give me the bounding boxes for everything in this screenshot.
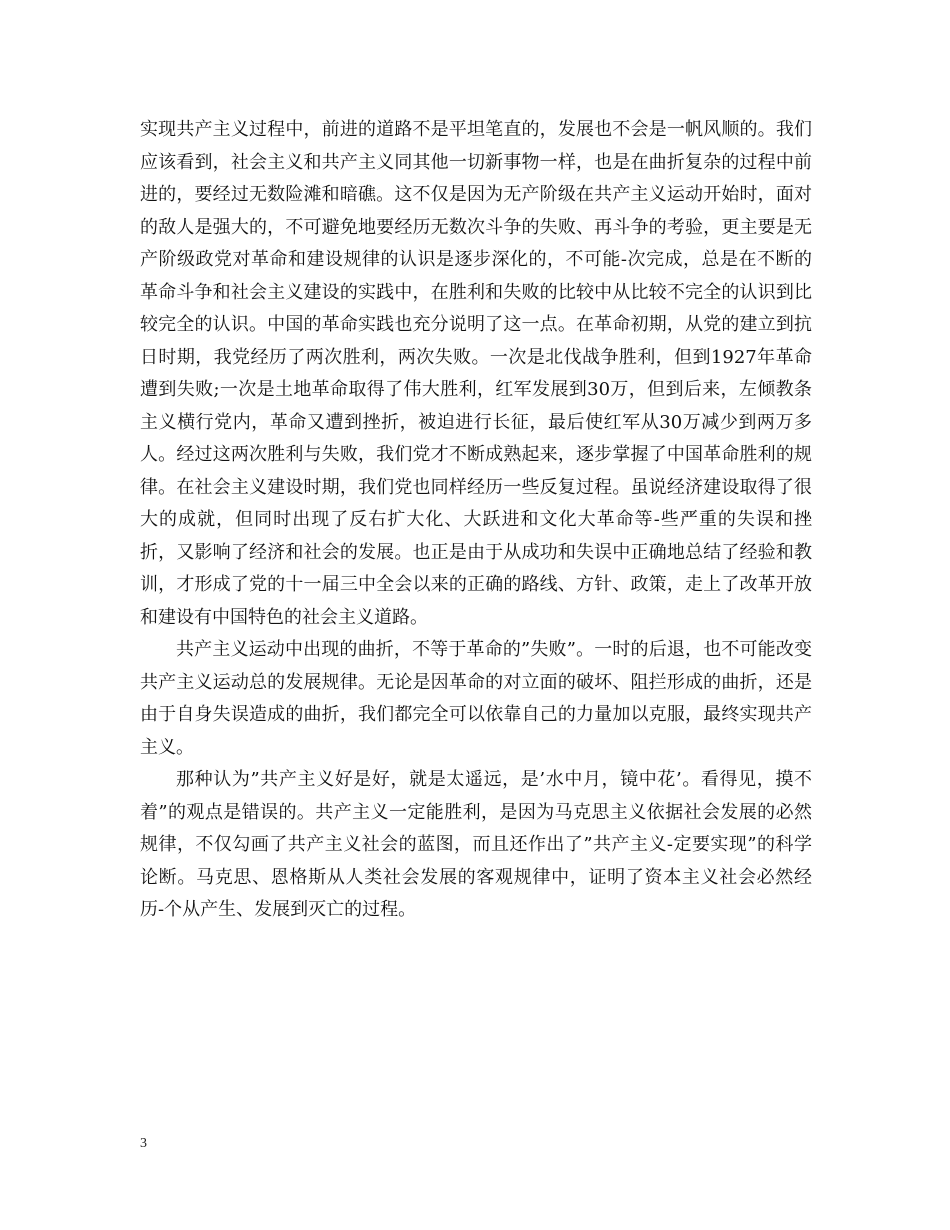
paragraph-1: 实现共产主义过程中，前进的道路不是平坦笔直的，发展也不会是一帆风顺的。我们应该看到，社会主义和共产主义同其他一切新事物一样，也是在曲折复杂的过程中前进的，要经过无数险滩和暗礁。这不仅是因为无产阶级在共产主义运动开始时，面对的敌人是强大的，不可避免地要经历无数次斗争的失败、再斗争的考验，更主要是无产阶级政党对革命和建设规律的认识是逐步深化的，不可能-次完成，总是在不断的革命斗争和社会主义建设的实践中，在胜利和失败的比较中从比较不完全的认识到比较完全的认识。中国的革命实践也充分说明了这一点。在革命初期，从党的建立到抗日时期，我党经历了两次胜利，两次失败。一次是北伐战争胜利，但到1927年革命遭到失败;一次是土地革命取得了伟大胜利，红军发展到30万，但到后来，左倾教条主义横行党内，革命又遭到挫折，被迫进行长征，最后使红军从30万减少到两万多人。经过这两次胜利与失败，我们党才不断成熟起来，逐步掌握了中国革命胜利的规律。在社会主义建设时期，我们党也同样经历一些反复过程。虽说经济建设取得了很大的成就，但同时出现了反右扩大化、大跃进和文化大革命等-些严重的失误和挫折，又影响了经济和社会的发展。也正是由于从成功和失误中正确地总结了经验和教训，才形成了党的十一届三中全会以来的正确的路线、方针、政策，走上了改革开放和建设有中国特色的社会主义道路。: [140, 119, 812, 628]
paragraph-3: 那种认为”共产主义好是好，就是太遥远，是’水中月，镜中花’。看得见，摸不着”的观点是错误的。共产主义一定能胜利，是因为马克思主义依据社会发展的必然规律，不仅勾画了共产主义社会的蓝图，而且还作出了”共产主义-定要实现”的科学论断。马克思、恩格斯从人类社会发展的客观规律中，证明了资本主义社会必然经历-个从产生、发展到灭亡的过程。: [140, 769, 812, 920]
page-number: 3: [140, 1136, 147, 1151]
paragraph-2: 共产主义运动中出现的曲折，不等于革命的”失败”。一时的后退，也不可能改变共产主义运动总的发展规律。无论是因革命的对立面的破坏、阻拦形成的曲折，还是由于自身失误造成的曲折，我们都完全可以依靠自己的力量加以克服，最终实现共产主义。: [140, 639, 812, 758]
document-body: [140, 114, 812, 927]
